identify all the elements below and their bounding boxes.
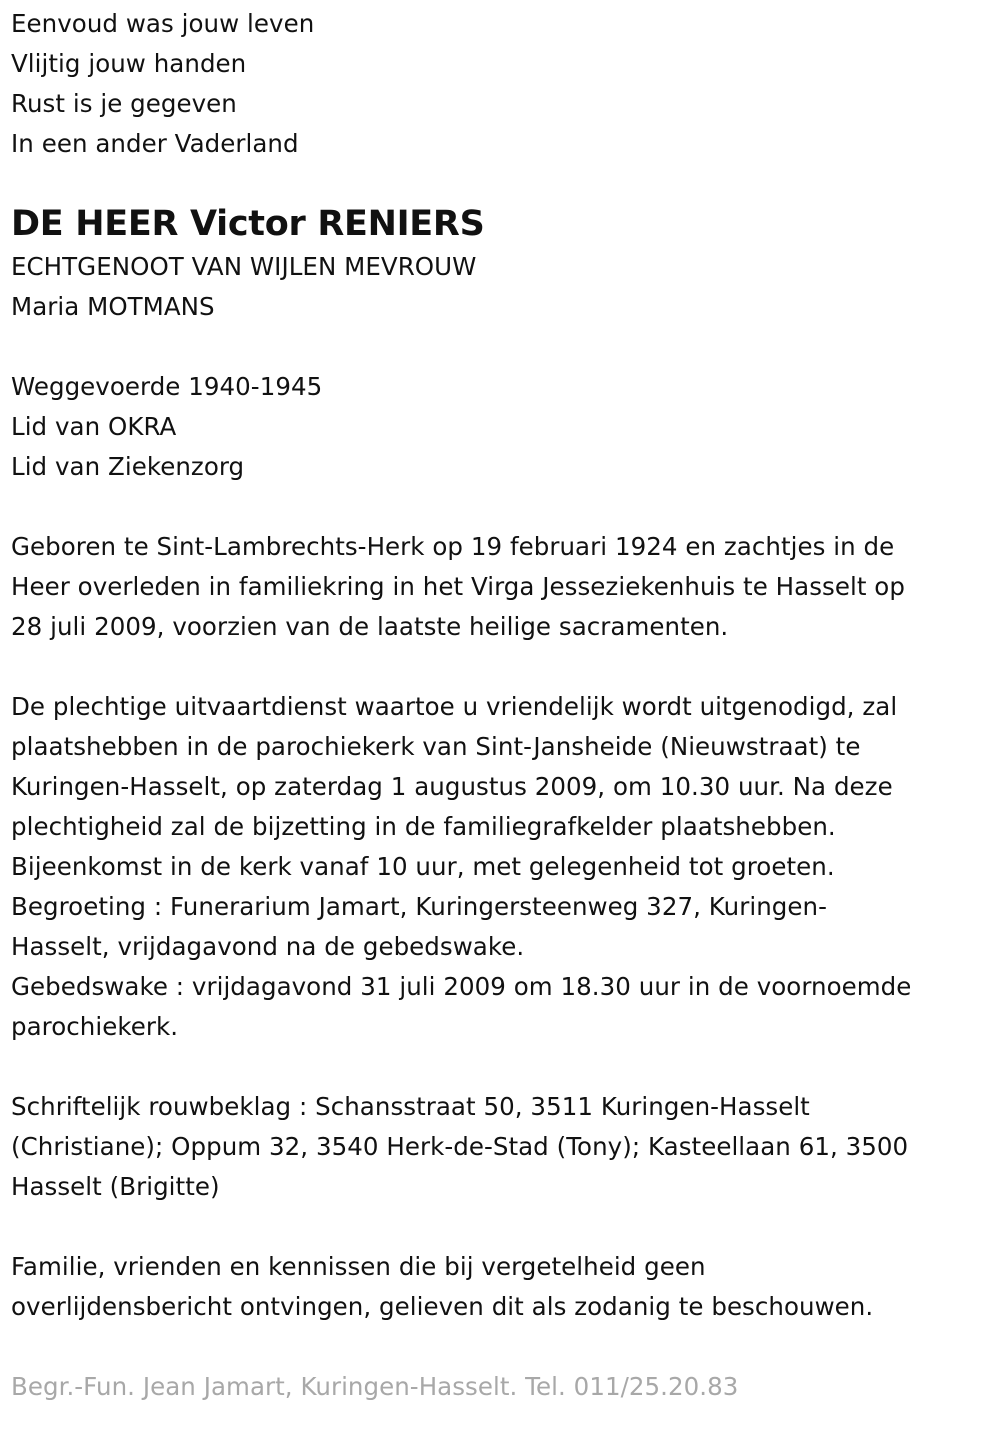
- service-line-6: Begroeting : Funerarium Jamart, Kuringersteenweg 327, Kuringen-: [11, 892, 827, 921]
- condolences-line-2: (Christiane); Oppum 32, 3540 Herk-de-Stad (Tony); Kasteellaan 61, 3500: [11, 1132, 909, 1161]
- birth-death-line-2: Heer overleden in familiekring in het Virga Jesseziekenhuis te Hasselt op: [11, 572, 905, 601]
- poem-line-1: Eenvoud was jouw leven: [11, 9, 315, 38]
- deceased-block: [11, 199, 986, 327]
- membership-line-3: Lid van Ziekenzorg: [11, 452, 245, 481]
- condolences-line-1: Schriftelijk rouwbeklag : Schansstraat 50, 3511 Kuringen-Hasselt: [11, 1092, 810, 1121]
- membership-line-1: Weggevoerde 1940-1945: [11, 372, 323, 401]
- spouse-line-1: ECHTGENOOT VAN WIJLEN MEVROUW: [11, 252, 477, 281]
- notice-paragraph: [11, 1247, 986, 1327]
- service-line-4: plechtigheid zal de bijzetting in de familiegrafkelder plaatshebben.: [11, 812, 836, 841]
- poem-line-4: In een ander Vaderland: [11, 129, 299, 158]
- spacer: [11, 647, 986, 687]
- birth-death-line-3: 28 juli 2009, voorzien van de laatste heilige sacramenten.: [11, 612, 729, 641]
- membership-line-2: Lid van OKRA: [11, 412, 177, 441]
- service-line-7: Hasselt, vrijdagavond na de gebedswake.: [11, 932, 525, 961]
- poem-line-2: Vlijtig jouw handen: [11, 49, 247, 78]
- spacer: [11, 1327, 986, 1367]
- service-line-9: parochiekerk.: [11, 1012, 179, 1041]
- condolences-paragraph: [11, 1087, 986, 1207]
- notice-line-2: overlijdensbericht ontvingen, gelieven dit als zodanig te beschouwen.: [11, 1292, 874, 1321]
- service-line-2: plaatshebben in de parochiekerk van Sint-Jansheide (Nieuwstraat) te: [11, 732, 861, 761]
- birth-death-paragraph: [11, 527, 986, 647]
- birth-death-line-1: Geboren te Sint-Lambrechts-Herk op 19 februari 1924 en zachtjes in de: [11, 532, 895, 561]
- spouse-line-2: Maria MOTMANS: [11, 292, 215, 321]
- spacer: [11, 1207, 986, 1247]
- poem: [11, 4, 986, 164]
- service-line-3: Kuringen-Hasselt, op zaterdag 1 augustus 2009, om 10.30 uur. Na deze: [11, 772, 893, 801]
- spacer: [11, 327, 986, 367]
- memberships: [11, 367, 986, 487]
- service-paragraph: [11, 687, 986, 1047]
- spacer: [11, 487, 986, 527]
- service-line-1: De plechtige uitvaartdienst waartoe u vriendelijk wordt uitgenodigd, zal: [11, 692, 898, 721]
- poem-line-3: Rust is je gegeven: [11, 89, 237, 118]
- service-line-5: Bijeenkomst in de kerk vanaf 10 uur, met gelegenheid tot groeten.: [11, 852, 835, 881]
- notice-line-1: Familie, vrienden en kennissen die bij vergetelheid geen: [11, 1252, 706, 1281]
- deceased-name: DE HEER Victor RENIERS: [11, 204, 485, 244]
- spacer: [11, 1047, 986, 1087]
- service-line-8: Gebedswake : vrijdagavond 31 juli 2009 om 18.30 uur in de voornoemde: [11, 972, 912, 1001]
- funeral-home-footer: Begr.-Fun. Jean Jamart, Kuringen-Hasselt. Tel. 011/25.20.83: [11, 1372, 739, 1401]
- condolences-line-3: Hasselt (Brigitte): [11, 1172, 220, 1201]
